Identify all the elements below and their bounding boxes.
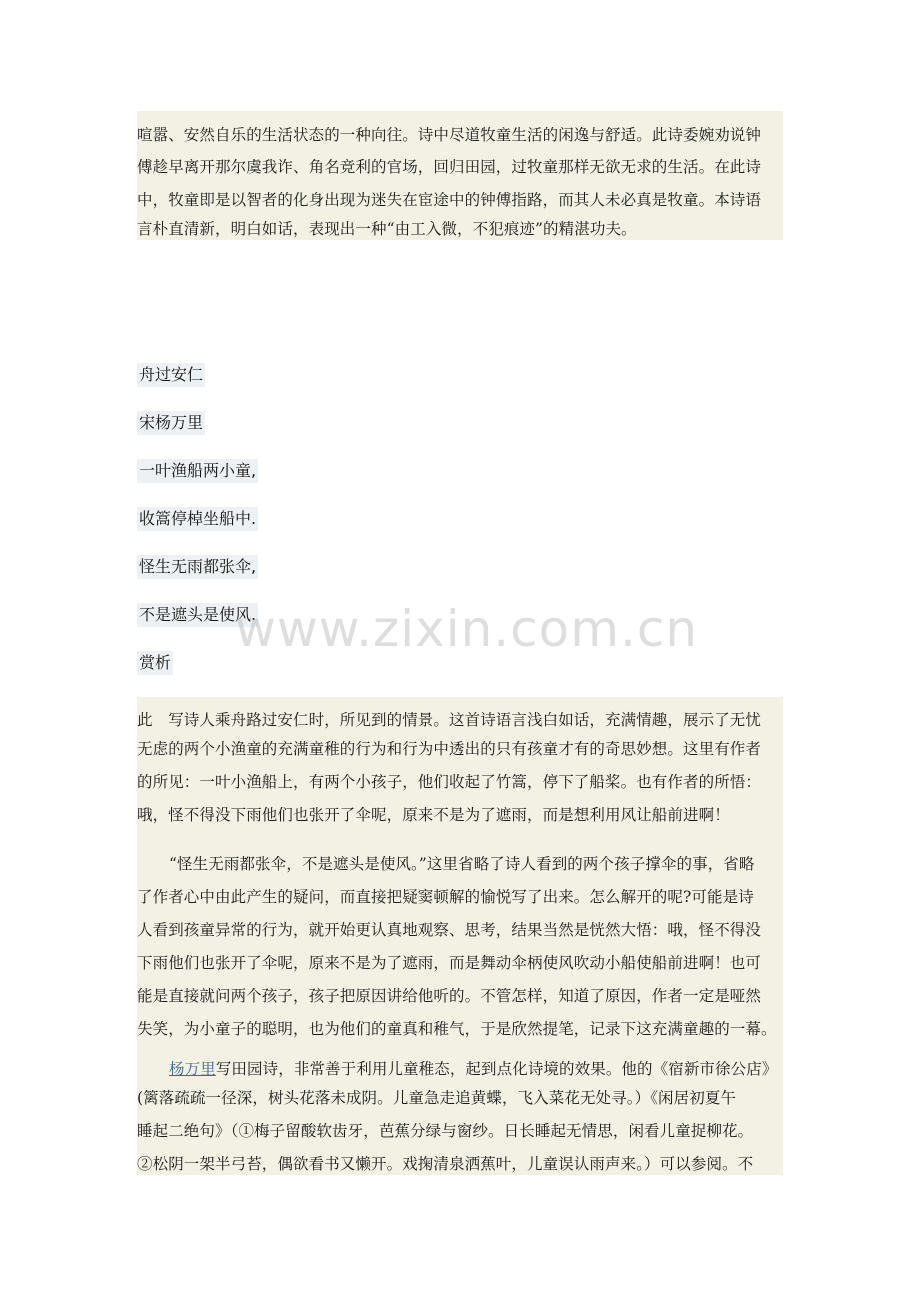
- intro-paragraph: [137, 111, 783, 240]
- text-line: 失笑，为小童子的聪明，也为他们的童真和稚气，于是欣然提笔，记录下这充满童趣的一幕。: [137, 1020, 777, 1038]
- appreciation-body: [137, 697, 783, 1175]
- text-line: 的所见：一叶小渔船上，有两个小孩子，他们收起了竹篙，停下了船桨。也有作者的所悟：: [137, 773, 762, 791]
- text-line: 哦，怪不得没下雨他们也张开了伞呢，原来不是为了遮雨，而是想利用风让船前进啊！: [137, 806, 730, 824]
- text-line: 傅趁早离开那尔虞我诈、角名竞利的官场，回归田园，过牧童那样无欲无求的生活。在此诗: [137, 158, 762, 176]
- text-span: 写田园诗，非常善于利用儿童稚态，起到点化诗境的效果。他的《宿新市徐公店》: [215, 1060, 778, 1078]
- text-line: [169, 1059, 777, 1079]
- text-line: “怪生无雨都张伞，不是遮头是使风。”这里省略了诗人看到的两个孩子撑伞的事，省略: [169, 855, 755, 873]
- poem-title: 舟过安仁: [137, 363, 205, 387]
- text-line: 无虑的两个小渔童的充满童稚的行为和行为中透出的只有孩童才有的奇思妙想。这里有作者: [137, 740, 762, 758]
- poem-line: 不是遮头是使风.: [137, 603, 258, 627]
- text-line: (篱落疏疏一径深，树头花落未成阴。儿童急走追黄蝶，飞入菜花无处寻。）《闲居初夏午: [137, 1089, 737, 1107]
- poem-line: 怪生无雨都张伞,: [137, 555, 258, 579]
- appreciation-heading: 赏析: [137, 651, 173, 675]
- text-line: 能是直接就问两个孩子，孩子把原因讲给他听的。不管怎样，知道了原因，作者一定是哑然: [137, 987, 762, 1005]
- poem-line: 一叶渔船两小童,: [137, 459, 258, 483]
- text-line: 喧嚣、安然自乐的生活状态的一种向往。诗中尽道牧童生活的闲逸与舒适。此诗委婉劝说钟: [137, 126, 762, 144]
- text-line: 言朴直清新，明白如话，表现出一种“由工入微，不犯痕迹”的精湛功夫。: [137, 220, 637, 238]
- text-line: ②松阴一架半弓苔，偶欲看书又懒开。戏掬清泉洒蕉叶，儿童误认雨声来。）可以参阅。不: [137, 1155, 754, 1173]
- text-line: 了作者心中由此产生的疑问，而直接把疑窦顿解的愉悦写了出来。怎么解开的呢?可能是诗: [137, 888, 754, 906]
- text-line: 人看到孩童异常的行为，就开始更认真地观察、思考，结果当然是恍然大悟：哦，怪不得没: [137, 921, 762, 939]
- watermark: www.zixin.com.cn: [235, 600, 699, 658]
- poem-author: 宋杨万里: [137, 411, 205, 435]
- author-link[interactable]: 杨万里: [169, 1060, 216, 1078]
- text-line: 此 写诗人乘舟路过安仁时，所见到的情景。这首诗语言浅白如话，充满情趣，展示了无忧: [137, 711, 762, 729]
- text-line: 睡起二绝句》（①梅子留酸软齿牙，芭蕉分绿与窗纱。日长睡起无情思，闲看儿童捉柳花。: [137, 1122, 754, 1140]
- text-line: 下雨他们也张开了伞呢，原来不是为了遮雨，而是舞动伞柄使风吹动小船使船前进啊！也可: [137, 954, 762, 972]
- poem-line: 收篙停棹坐船中.: [137, 507, 258, 531]
- text-line: 中，牧童即是以智者的化身出现为迷失在宦途中的钟傅指路，而其人未必真是牧童。本诗语: [137, 191, 762, 209]
